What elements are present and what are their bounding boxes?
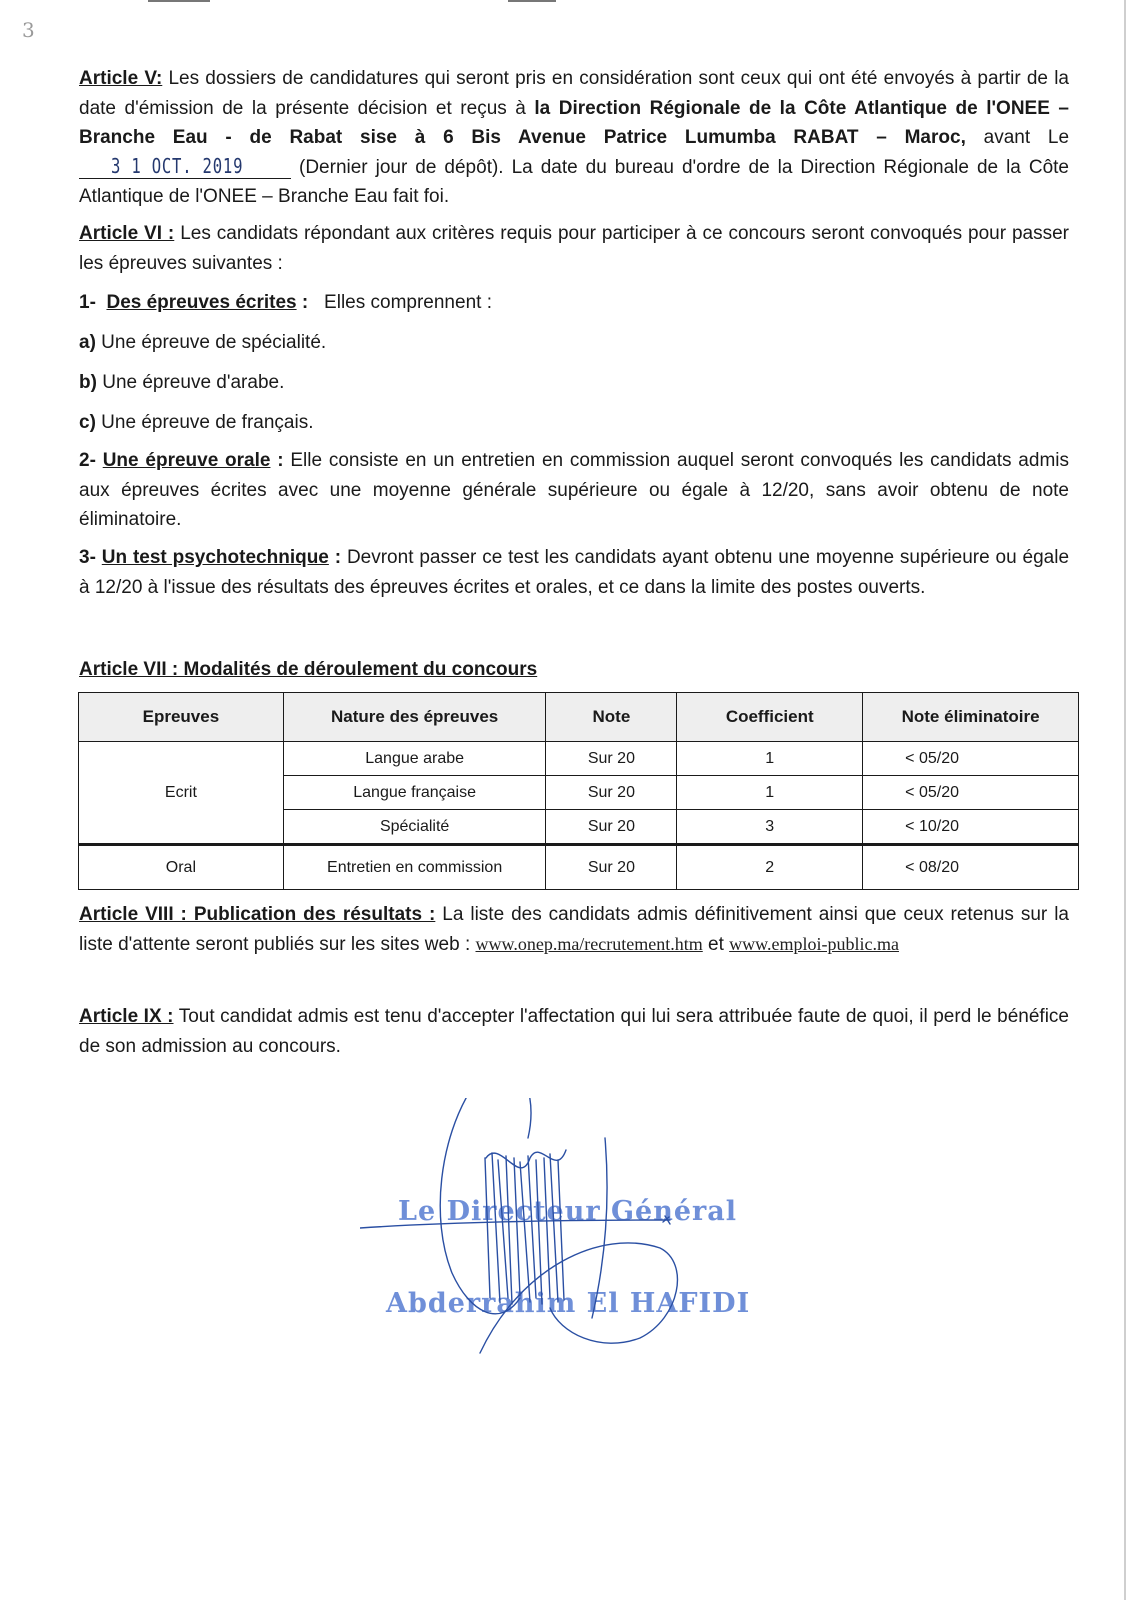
cell-ecrit: Ecrit xyxy=(79,742,284,845)
item-3-num: 3- xyxy=(79,547,96,568)
cell-nature: Entretien en commission xyxy=(283,845,546,890)
item-3-title: Un test psychotechnique xyxy=(101,547,329,568)
link-onep[interactable]: www.onep.ma/recrutement.htm xyxy=(475,933,703,954)
header-nature: Nature des épreuves xyxy=(283,693,546,742)
table-row xyxy=(79,742,1079,776)
deadline-date-field xyxy=(79,153,291,179)
item-2-text: Elle consiste en un entretien en commission auquel seront convoqués les candidats admis aux épreuves écrites avec une moyenne générale supérieure ou égale à 12/20, sans avoir obtenu de note éliminatoire. xyxy=(79,450,1069,530)
cell-elim: < 08/20 xyxy=(863,845,1079,890)
article-8-text: La liste des candidats admis définitivement ainsi que ceux retenus sur la liste d'attente seront publiés sur les sites web : xyxy=(79,904,1069,955)
article-5-title: Article V: xyxy=(79,68,163,89)
article-6 xyxy=(79,219,1069,278)
cell-elim: < 10/20 xyxy=(863,810,1079,845)
article-8-and: et xyxy=(702,933,730,955)
header-note-eliminatoire: Note éliminatoire xyxy=(863,693,1079,742)
stamp-title: Le Directeur Général xyxy=(398,1196,738,1227)
cell-nature: Spécialité xyxy=(283,810,546,845)
sub-item-a-label: a) xyxy=(79,332,96,353)
table-header-row xyxy=(79,693,1079,742)
sub-item-b-text: Une épreuve d'arabe. xyxy=(96,372,285,393)
item-1-text: Elles comprennent : xyxy=(324,292,492,313)
cell-nature: Langue française xyxy=(283,776,546,810)
article-9-text: Tout candidat admis est tenu d'accepter l'affectation qui lui sera attribuée faute de quoi, il perd le bénéfice de son admission au concours. xyxy=(79,1006,1069,1057)
item-3-text: Devront passer ce test les candidats ayant obtenu une moyenne supérieure ou égale à 12/20 à l'issue des résultats des épreuves écrites et orales, et ce dans la limite des postes ouverts. xyxy=(79,547,1070,598)
item-2-colon: : xyxy=(270,450,284,471)
cell-elim: < 05/20 xyxy=(863,776,1079,810)
signature-block xyxy=(360,1098,751,1358)
table-row xyxy=(79,845,1079,890)
sub-item-c-label: c) xyxy=(79,412,96,433)
cell-coef: 1 xyxy=(677,742,863,776)
item-3-colon: : xyxy=(328,547,342,568)
deadline-date-stamp: 3 1 OCT. 2019 xyxy=(111,153,244,178)
article-5-before: avant Le xyxy=(965,127,1070,148)
handwritten-signature xyxy=(360,1098,720,1358)
item-1-colon: : xyxy=(296,292,309,313)
exam-table xyxy=(78,692,1079,890)
page-corner-mark: 3 xyxy=(22,18,35,42)
cell-coef: 1 xyxy=(677,776,863,810)
cell-note: Sur 20 xyxy=(546,845,677,890)
sub-item-b-label: b) xyxy=(79,372,97,393)
article-5 xyxy=(79,64,1069,212)
cell-note: Sur 20 xyxy=(546,776,677,810)
cell-note: Sur 20 xyxy=(546,810,677,845)
header-coefficient: Coefficient xyxy=(677,693,863,742)
article-7 xyxy=(79,655,1069,685)
sub-item-c xyxy=(79,408,1069,438)
article-5-end: (Dernier jour de dépôt). La date du bureau d'ordre de la Direction Régionale de la Côte Atlantique de l'ONEE – Branche Eau fait foi. xyxy=(79,156,1069,207)
article-5-address: la Direction Régionale de la Côte Atlantique de l'ONEE – Branche Eau - de Rabat sise à 6 Bis Avenue Patrice Lumumba RABAT – Maroc, xyxy=(79,97,1069,148)
sub-item-a-text: Une épreuve de spécialité. xyxy=(95,332,327,353)
article-8-title: Article VIII : Publication des résultats : xyxy=(79,904,436,925)
item-3 xyxy=(79,543,1069,602)
cell-elim: < 05/20 xyxy=(863,742,1079,776)
cell-coef: 2 xyxy=(677,845,863,890)
article-9 xyxy=(79,1002,1069,1061)
item-2-title: Une épreuve orale xyxy=(102,450,271,471)
cell-note: Sur 20 xyxy=(546,742,677,776)
cell-coef: 3 xyxy=(677,810,863,845)
link-emploi-public[interactable]: www.emploi-public.ma xyxy=(729,933,899,954)
cell-nature: Langue arabe xyxy=(283,742,546,776)
item-1-title: Des épreuves écrites xyxy=(106,292,297,313)
stamp-name: Abderrahim El HAFIDI xyxy=(386,1288,751,1319)
article-8 xyxy=(79,900,1069,959)
article-9-title: Article IX : xyxy=(79,1006,174,1027)
item-2 xyxy=(79,446,1069,535)
item-1 xyxy=(79,288,1069,318)
sub-item-c-text: Une épreuve de français. xyxy=(95,412,314,433)
article-5-text: Les dossiers de candidatures qui seront pris en considération sont ceux qui ont été envoyés à partir de la date d'émission de la présente décision et reçus à xyxy=(79,68,1069,119)
article-6-title: Article VI : xyxy=(79,223,175,244)
sub-item-a xyxy=(79,328,1069,358)
item-1-num: 1- xyxy=(79,292,96,313)
item-2-num: 2- xyxy=(79,450,96,471)
header-epreuves: Epreuves xyxy=(79,693,284,742)
page-edge xyxy=(1124,0,1126,1600)
header-note: Note xyxy=(546,693,677,742)
sub-item-b xyxy=(79,368,1069,398)
cell-oral: Oral xyxy=(79,845,284,890)
article-7-title: Article VII : Modalités de déroulement du concours xyxy=(79,659,538,680)
article-6-text: Les candidats répondant aux critères requis pour participer à ce concours seront convoqués pour passer les épreuves suivantes : xyxy=(79,223,1069,274)
